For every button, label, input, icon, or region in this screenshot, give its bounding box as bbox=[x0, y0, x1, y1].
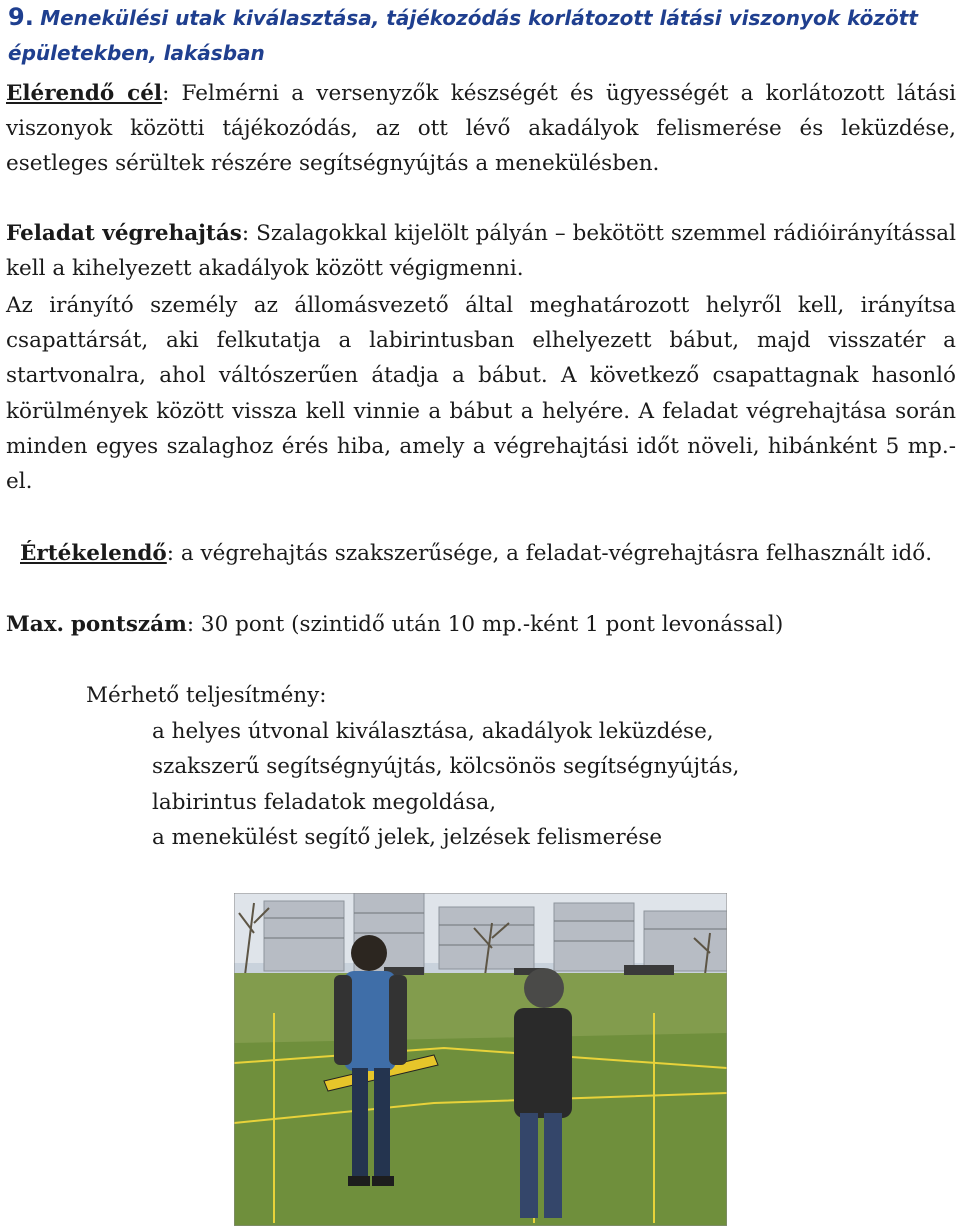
task-text: : Szalagokkal kijelölt pályán – bekötött szemmel rádióirányítással kell a kihelyezett akadályok között végigmenni. bbox=[6, 221, 957, 282]
exercise-photo bbox=[234, 893, 727, 1226]
goal-text: : Felmérni a versenyzők készségét és ügyességét a korlátozott látási viszonyok közötti tájékozódás, az ott lévő akadályok felismerése és leküzdése, esetleges sérültek részére segítségnyújtás a menekülésben. bbox=[6, 81, 956, 177]
max-score-line bbox=[6, 607, 956, 642]
score-label: pontszám bbox=[70, 612, 187, 637]
measurable-performance bbox=[86, 678, 739, 856]
list-item: a menekülést segítő jelek, jelzések felismerése bbox=[152, 825, 663, 851]
task-details-text: Az irányító személy az állomásvezető által meghatározott helyről kell, irányítsa csapattársát, aki felkutatja a labirintusban elhelyezett bábut, majd visszatér a startvonalra, ahol váltószerűen átadja a bábut. A következő csapattagnak hasonló körülmények között vissza kell vinnie a bábut a helyére. A feladat végrehajtása során minden egyes szalaghoz érés hiba, amely a végrehajtási időt növeli, hibánként 5 mp.-el. bbox=[6, 293, 956, 495]
max-label: Max. bbox=[6, 612, 65, 637]
evaluate-text: : a végrehajtás szakszerűsége, a feladat-végrehajtásra felhasznált idő. bbox=[166, 541, 933, 566]
task-paragraph bbox=[6, 216, 956, 286]
measurable-title: Mérhető teljesítmény: bbox=[86, 683, 327, 708]
section-title: Menekülési utak kiválasztása, tájékozódás korlátozott látási viszonyok között épületekben, lakásban bbox=[8, 6, 918, 65]
list-item: labirintus feladatok megoldása, bbox=[152, 789, 497, 815]
evaluate-paragraph bbox=[6, 536, 956, 571]
measurable-list bbox=[86, 714, 739, 856]
list-item: a helyes útvonal kiválasztása, akadályok leküzdése, bbox=[152, 718, 714, 744]
goal-label: Elérendő cél bbox=[6, 81, 163, 106]
goal-paragraph bbox=[6, 76, 956, 182]
task-details-paragraph bbox=[6, 288, 956, 499]
list-item: szakszerű segítségnyújtás, kölcsönös segítségnyújtás, bbox=[152, 754, 740, 780]
section-heading bbox=[8, 0, 958, 71]
section-number: 9. bbox=[8, 3, 34, 31]
max-score-text: : 30 pont (szintidő után 10 mp.-ként 1 pont levonással) bbox=[186, 612, 784, 637]
evaluate-label: Értékelendő bbox=[20, 541, 167, 566]
task-label: Feladat végrehajtás bbox=[6, 221, 242, 246]
